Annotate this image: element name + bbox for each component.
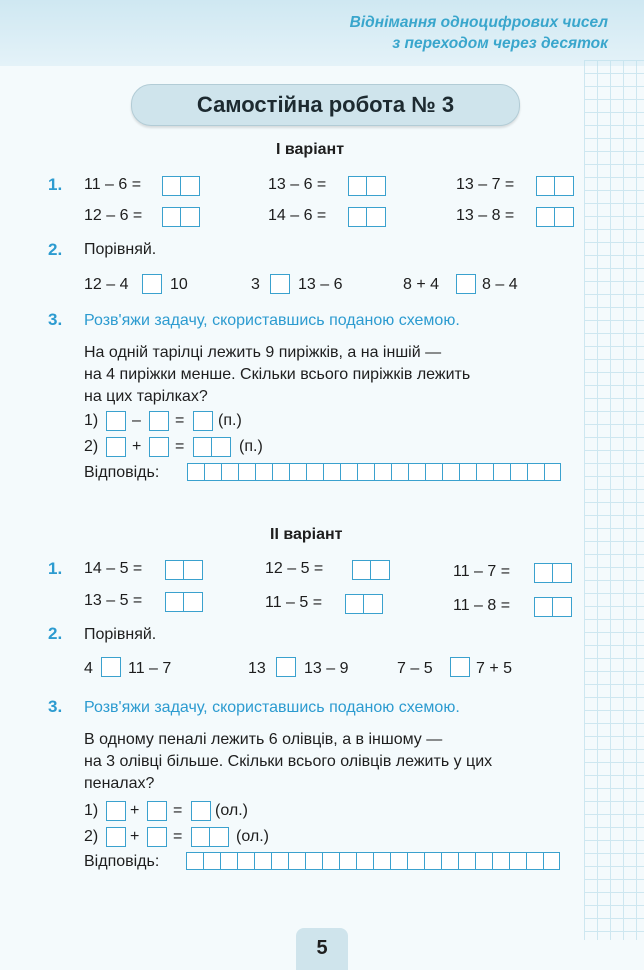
answer-cell[interactable] [165,560,184,580]
equals: = [175,412,185,429]
compare-box[interactable] [142,274,162,294]
compare-box[interactable] [276,657,296,677]
solution-box[interactable] [191,801,211,821]
answer-cell[interactable] [180,176,200,196]
answer-cell[interactable] [345,594,364,614]
v2-t1-expr: 12 – 5 = [265,560,324,577]
text-line: На одній тарілці лежить 9 пиріжків, а на іншій — [84,344,442,361]
v1-t2-right: 8 – 4 [482,276,518,293]
compare-box[interactable] [270,274,290,294]
solution-box[interactable] [193,411,213,431]
v2-task3-number: 3. [48,697,63,716]
answer-cell[interactable] [552,563,572,583]
answer-cell[interactable] [366,207,386,227]
text-line: на цих тарілках? [84,388,208,405]
step-1-label: 1) [84,412,99,429]
equals: = [173,828,183,845]
text-line: пеналах? [84,775,155,792]
step-2-label: 2) [84,438,99,455]
v1-task2-label: Порівняй. [84,241,157,258]
v1-t2-right: 13 – 6 [298,276,343,293]
v2-t1-expr: 13 – 5 = [84,592,143,609]
answer-cell[interactable] [162,207,181,227]
unit: (п.) [218,412,242,429]
equals: = [173,802,183,819]
solution-cell[interactable] [193,437,212,457]
answer-cell[interactable] [552,597,572,617]
v2-t1-expr: 11 – 8 = [453,597,511,614]
v1-task3-text [84,342,619,408]
answer-label: Відповідь: [84,853,160,870]
step-1-label: 1) [84,802,99,819]
chapter-header-line2: з переходом через десяток [392,35,608,52]
v2-t1-expr: 11 – 5 = [265,594,323,611]
text-line: на 4 пиріжки менше. Скільки всього пиріжків лежить [84,366,471,383]
solution-box[interactable] [147,827,167,847]
v1-t2-left: 3 [251,276,260,293]
answer-cell[interactable] [554,207,574,227]
solution-cell[interactable] [209,827,229,847]
answer-cell[interactable] [180,207,200,227]
solution-box[interactable] [106,801,126,821]
v2-task2-label: Порівняй. [84,626,157,643]
v2-task2-number: 2. [48,624,63,643]
text-line: В одному пеналі лежить 6 олівців, а в іншому — [84,731,443,748]
answer-cell[interactable] [536,207,555,227]
compare-box[interactable] [456,274,476,294]
v1-t1-expr: 11 – 6 = [84,176,142,193]
answer-cell[interactable] [366,176,386,196]
operator: – [132,412,141,429]
solution-cell[interactable] [191,827,210,847]
v2-t2-right: 13 – 9 [304,660,349,677]
answer-cell[interactable] [554,176,574,196]
v2-t2-right: 11 – 7 [128,660,172,677]
variant-2-title: ІІ варіант [270,526,343,543]
v2-t2-left: 7 – 5 [397,660,433,677]
operator: + [132,438,142,455]
v1-t1-expr: 13 – 8 = [456,207,515,224]
v1-t1-expr: 13 – 6 = [268,176,327,193]
operator: + [130,802,140,819]
answer-cell[interactable] [536,176,555,196]
v1-t1-expr: 12 – 6 = [84,207,143,224]
compare-box[interactable] [450,657,470,677]
solution-cell[interactable] [211,437,231,457]
variant-1-title: І варіант [276,141,345,158]
answer-cell[interactable] [352,560,371,580]
v1-t2-right: 10 [170,276,188,293]
operator: + [130,828,140,845]
v1-t1-expr: 14 – 6 = [268,207,327,224]
answer-cell[interactable] [348,176,367,196]
v2-t2-left: 13 [248,660,266,677]
text-line: на 3 олівці більше. Скільки всього олівців лежить у цих [84,753,493,770]
step-2-label: 2) [84,828,99,845]
v1-task3-number: 3. [48,310,63,329]
equals: = [175,438,185,455]
answer-label: Відповідь: [84,464,160,481]
grid-pattern [584,60,644,940]
answer-cell[interactable] [534,563,553,583]
answer-grid[interactable] [186,852,560,870]
unit: (п.) [239,438,263,455]
v2-t1-expr: 11 – 7 = [453,563,511,580]
answer-cell[interactable] [363,594,383,614]
v2-t2-left: 4 [84,660,93,677]
answer-cell[interactable] [162,176,181,196]
v2-t2-right: 7 + 5 [476,660,513,677]
unit: (ол.) [236,828,269,845]
v1-task3-instruction: Розв'яжи задачу, скориставшись поданою схемою. [84,312,460,329]
answer-cell[interactable] [348,207,367,227]
compare-box[interactable] [101,657,121,677]
v2-t1-expr: 14 – 5 = [84,560,143,577]
solution-box[interactable] [149,437,169,457]
solution-box[interactable] [149,411,169,431]
chapter-header [350,12,608,54]
solution-box[interactable] [106,411,126,431]
v1-task1-number: 1. [48,175,63,194]
chapter-header-line1: Віднімання одноцифрових чисел [349,14,608,31]
solution-box[interactable] [106,437,126,457]
v2-task3-instruction: Розв'яжи задачу, скориставшись поданою схемою. [84,699,460,716]
v2-task1-number: 1. [48,559,63,578]
answer-grid[interactable] [187,463,561,481]
v1-task2-number: 2. [48,240,63,259]
answer-cell[interactable] [165,592,184,612]
answer-cell[interactable] [370,560,390,580]
answer-cell[interactable] [534,597,553,617]
page-number: 5 [296,928,348,970]
answer-cell[interactable] [183,592,203,612]
v1-t2-left: 8 + 4 [403,276,440,293]
v1-t2-left: 12 – 4 [84,276,129,293]
page-title: Самостійна робота № 3 [131,84,520,126]
v1-t1-expr: 13 – 7 = [456,176,515,193]
unit: (ол.) [215,802,248,819]
v2-task3-text [84,729,619,795]
answer-cell[interactable] [183,560,203,580]
solution-box[interactable] [106,827,126,847]
solution-box[interactable] [147,801,167,821]
